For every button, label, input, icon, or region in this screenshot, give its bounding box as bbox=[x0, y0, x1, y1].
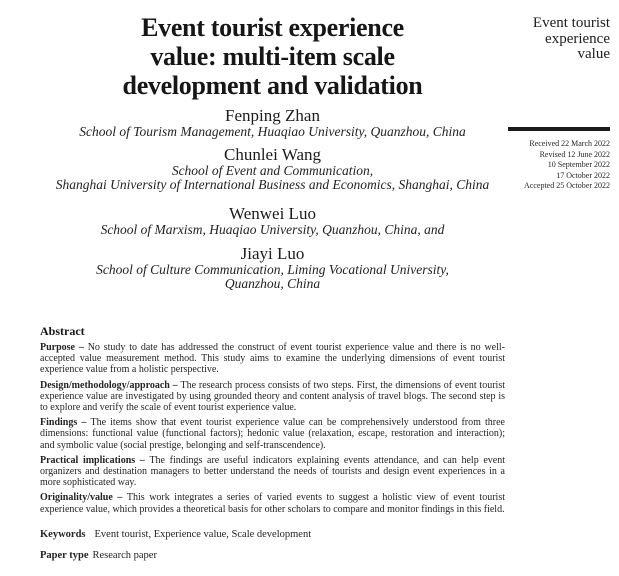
author-affiliation: Quanzhou, China bbox=[224, 276, 321, 291]
running-head-line: experience bbox=[545, 30, 610, 47]
author-name: Chunlei Wang bbox=[223, 145, 321, 164]
section-label: Originality/value – bbox=[40, 492, 127, 504]
article-title bbox=[40, 13, 505, 100]
section-label: Findings – bbox=[40, 417, 91, 429]
section-text: This work integrates a series of varied events to suggest a holistic view of event tourist experience value, which provides a theoretical basis for other scholars to compare and monitor findings in this field. bbox=[40, 492, 505, 515]
abstract-section-practical-implications bbox=[40, 455, 505, 489]
article-title-line: development and validation bbox=[122, 71, 423, 100]
author-block bbox=[40, 106, 505, 139]
history-revised: Revised 12 June 2022 bbox=[539, 149, 610, 159]
section-text: The items show that event tourist experience value can be comprehensively understood from three dimensions: functional value (functional factors); hedonic value (relaxation, escape, restoration and interaction); and symbolic value (social prestige, belonging and self-transcendence). bbox=[40, 417, 505, 451]
abstract-heading: Abstract bbox=[40, 324, 85, 338]
article-main-column bbox=[40, 0, 505, 562]
abstract-section-design bbox=[40, 380, 505, 414]
author-affiliation: School of Marxism, Huaqiao University, Quanzhou, China, and bbox=[100, 222, 445, 237]
author-affiliation: School of Culture Communication, Liming Vocational University, bbox=[96, 262, 449, 277]
author-name: Fenping Zhan bbox=[225, 106, 320, 125]
running-head-line: Event tourist bbox=[532, 15, 610, 31]
journal-sidebar bbox=[508, 0, 610, 576]
abstract-section-findings bbox=[40, 417, 505, 451]
author-name: Jiayi Luo bbox=[240, 244, 305, 263]
history-accepted: Accepted 25 October 2022 bbox=[524, 181, 610, 191]
paper-type-value: Research paper bbox=[92, 549, 157, 561]
author-affiliation: Shanghai University of International Business and Economics, Shanghai, China bbox=[55, 177, 490, 192]
running-head bbox=[508, 16, 610, 63]
author-affiliation: School of Tourism Management, Huaqiao University, Quanzhou, China bbox=[79, 124, 466, 139]
author-affiliation: School of Event and Communication, bbox=[171, 163, 374, 178]
abstract-section-originality bbox=[40, 492, 505, 514]
history-received: Received 22 March 2022 bbox=[529, 139, 610, 148]
article-history bbox=[508, 139, 610, 192]
author-block bbox=[40, 204, 505, 237]
paper-type-label: Paper type bbox=[40, 549, 89, 561]
history-revised-2: 10 September 2022 bbox=[547, 160, 610, 170]
author-name: Wenwei Luo bbox=[229, 204, 316, 223]
article-title-line: value: multi-item scale bbox=[150, 42, 395, 71]
section-text: The research process consists of two steps. First, the dimensions of event tourist experience value are investigated by using grounded theory and content analysis of travel blogs. The second step is to explore and verify the scale of event tourist experience value. bbox=[40, 379, 505, 414]
section-label: Purpose – bbox=[40, 342, 88, 353]
sidebar-divider-rule bbox=[508, 127, 610, 131]
history-revised-3: 17 October 2022 bbox=[556, 170, 610, 180]
keywords-label: Keywords bbox=[40, 528, 86, 540]
keywords-value: Event tourist, Experience value, Scale development bbox=[94, 528, 312, 540]
running-head-line: value bbox=[577, 46, 610, 62]
section-text: The findings are useful indicators explaining events attendance, and can help event organizers and destination managers to better understand the needs of tourists and design event experiences in a more sophisticated way. bbox=[40, 454, 505, 489]
abstract-section-purpose bbox=[40, 342, 505, 376]
section-label: Design/methodology/approach – bbox=[40, 379, 181, 391]
author-block bbox=[40, 145, 505, 192]
article-title-line: Event tourist experience bbox=[141, 13, 404, 42]
section-text: No study to date has addressed the construct of event tourist experience value and there is no well-accepted value measurement method. This study aims to examine the underlying dimensions of event tourist experience value from a holistic perspective. bbox=[40, 342, 506, 376]
author-block bbox=[40, 244, 505, 291]
keywords-line bbox=[40, 529, 505, 541]
paper-type-line bbox=[40, 550, 505, 562]
section-label: Practical implications – bbox=[40, 454, 150, 466]
